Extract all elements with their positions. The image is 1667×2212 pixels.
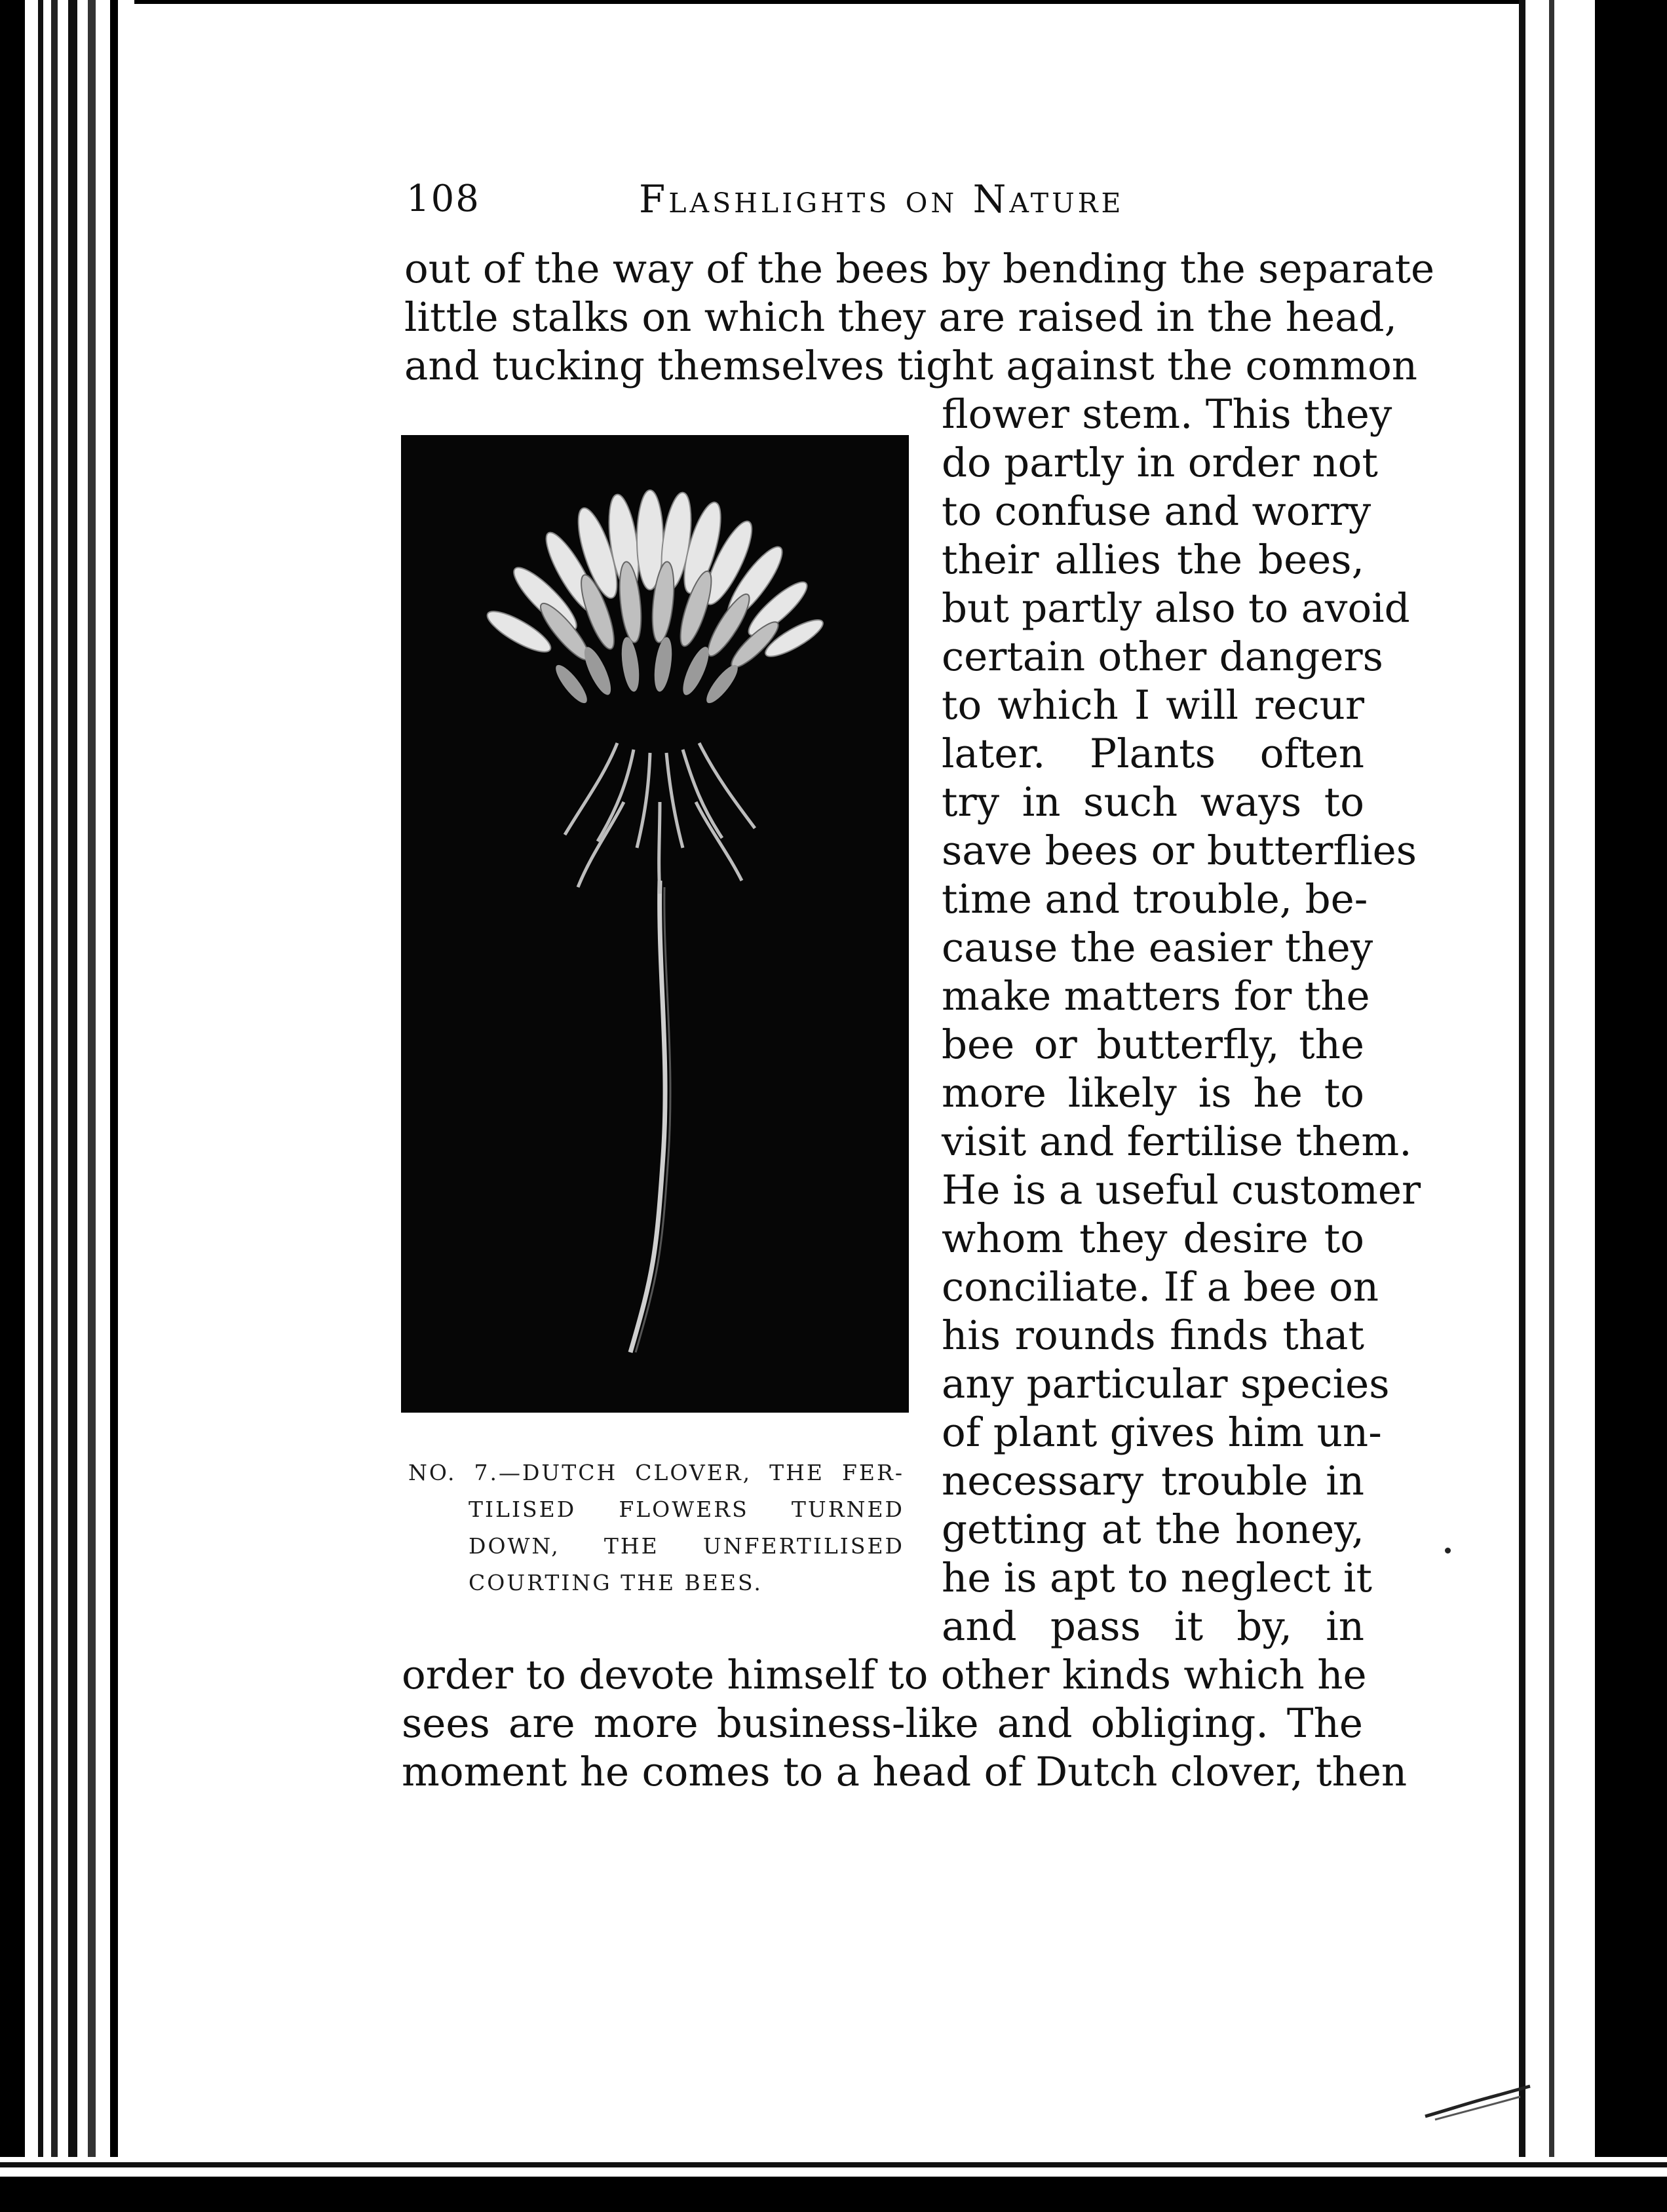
body-line: moment he comes to a head of Dutch clover, then (402, 1749, 1408, 1795)
column-line: necessary trouble in (942, 1458, 1364, 1504)
margin-scribble (1422, 2084, 1533, 2123)
column-line: to which I will recur (942, 682, 1364, 729)
body-line: out of the way of the bees by bending the separate (404, 246, 1435, 292)
page-bottom-edge (0, 2157, 1667, 2212)
column-line: conciliate. If a bee on (942, 1264, 1379, 1310)
column-line: he is apt to neglect it (942, 1555, 1373, 1601)
column-line: getting at the honey, (942, 1506, 1364, 1553)
column-line: cause the easier they (942, 925, 1373, 971)
figure-caption-line: NO. 7.—DUTCH CLOVER, THE FER- (408, 1460, 904, 1485)
column-line: save bees or butterflies (942, 828, 1417, 874)
column-line: but partly also to avoid (942, 585, 1410, 632)
column-line: any particular species (942, 1361, 1390, 1407)
figure-caption-line: DOWN, THE UNFERTILISED (469, 1533, 904, 1559)
clover-flower-image (401, 435, 909, 1413)
column-line: try in such ways to (942, 779, 1364, 826)
facing-page-edge (1519, 0, 1667, 2212)
column-line: flower stem. This they (942, 391, 1392, 438)
body-line: order to devote himself to other kinds which he (402, 1652, 1367, 1698)
column-line: bee or butterfly, the (942, 1021, 1364, 1068)
figure-caption-line: TILISED FLOWERS TURNED (469, 1497, 904, 1522)
column-line: time and trouble, be- (942, 876, 1368, 923)
column-line: and pass it by, in (942, 1603, 1364, 1650)
column-line: do partly in order not (942, 440, 1378, 486)
column-line: his rounds finds that (942, 1312, 1364, 1359)
running-head (406, 176, 1138, 223)
running-title: Flashlights on Nature (639, 177, 1124, 221)
column-line: more likely is he to (942, 1070, 1364, 1116)
column-line: certain other dangers (942, 634, 1383, 680)
ink-speck (1445, 1548, 1451, 1554)
page-number: 108 (406, 178, 480, 220)
book-spine-edge (0, 0, 134, 2212)
column-line: to confuse and worry (942, 488, 1371, 535)
body-line: and tucking themselves tight against the common (404, 343, 1418, 389)
column-line: visit and fertilise them. (942, 1118, 1412, 1165)
body-line: sees are more business-like and obliging. The (402, 1700, 1363, 1747)
column-line: make matters for the (942, 973, 1370, 1020)
column-line: their allies the bees, (942, 537, 1364, 583)
column-line: He is a useful customer (942, 1167, 1421, 1213)
column-line: whom they desire to (942, 1215, 1364, 1262)
clover-photograph (401, 435, 909, 1413)
figure-caption-line: COURTING THE BEES. (469, 1570, 763, 1595)
column-line: of plant gives him un- (942, 1409, 1382, 1456)
body-line: little stalks on which they are raised in the head, (404, 294, 1397, 341)
column-line: later. Plants often (942, 731, 1364, 777)
page-top-edge (134, 0, 1519, 4)
